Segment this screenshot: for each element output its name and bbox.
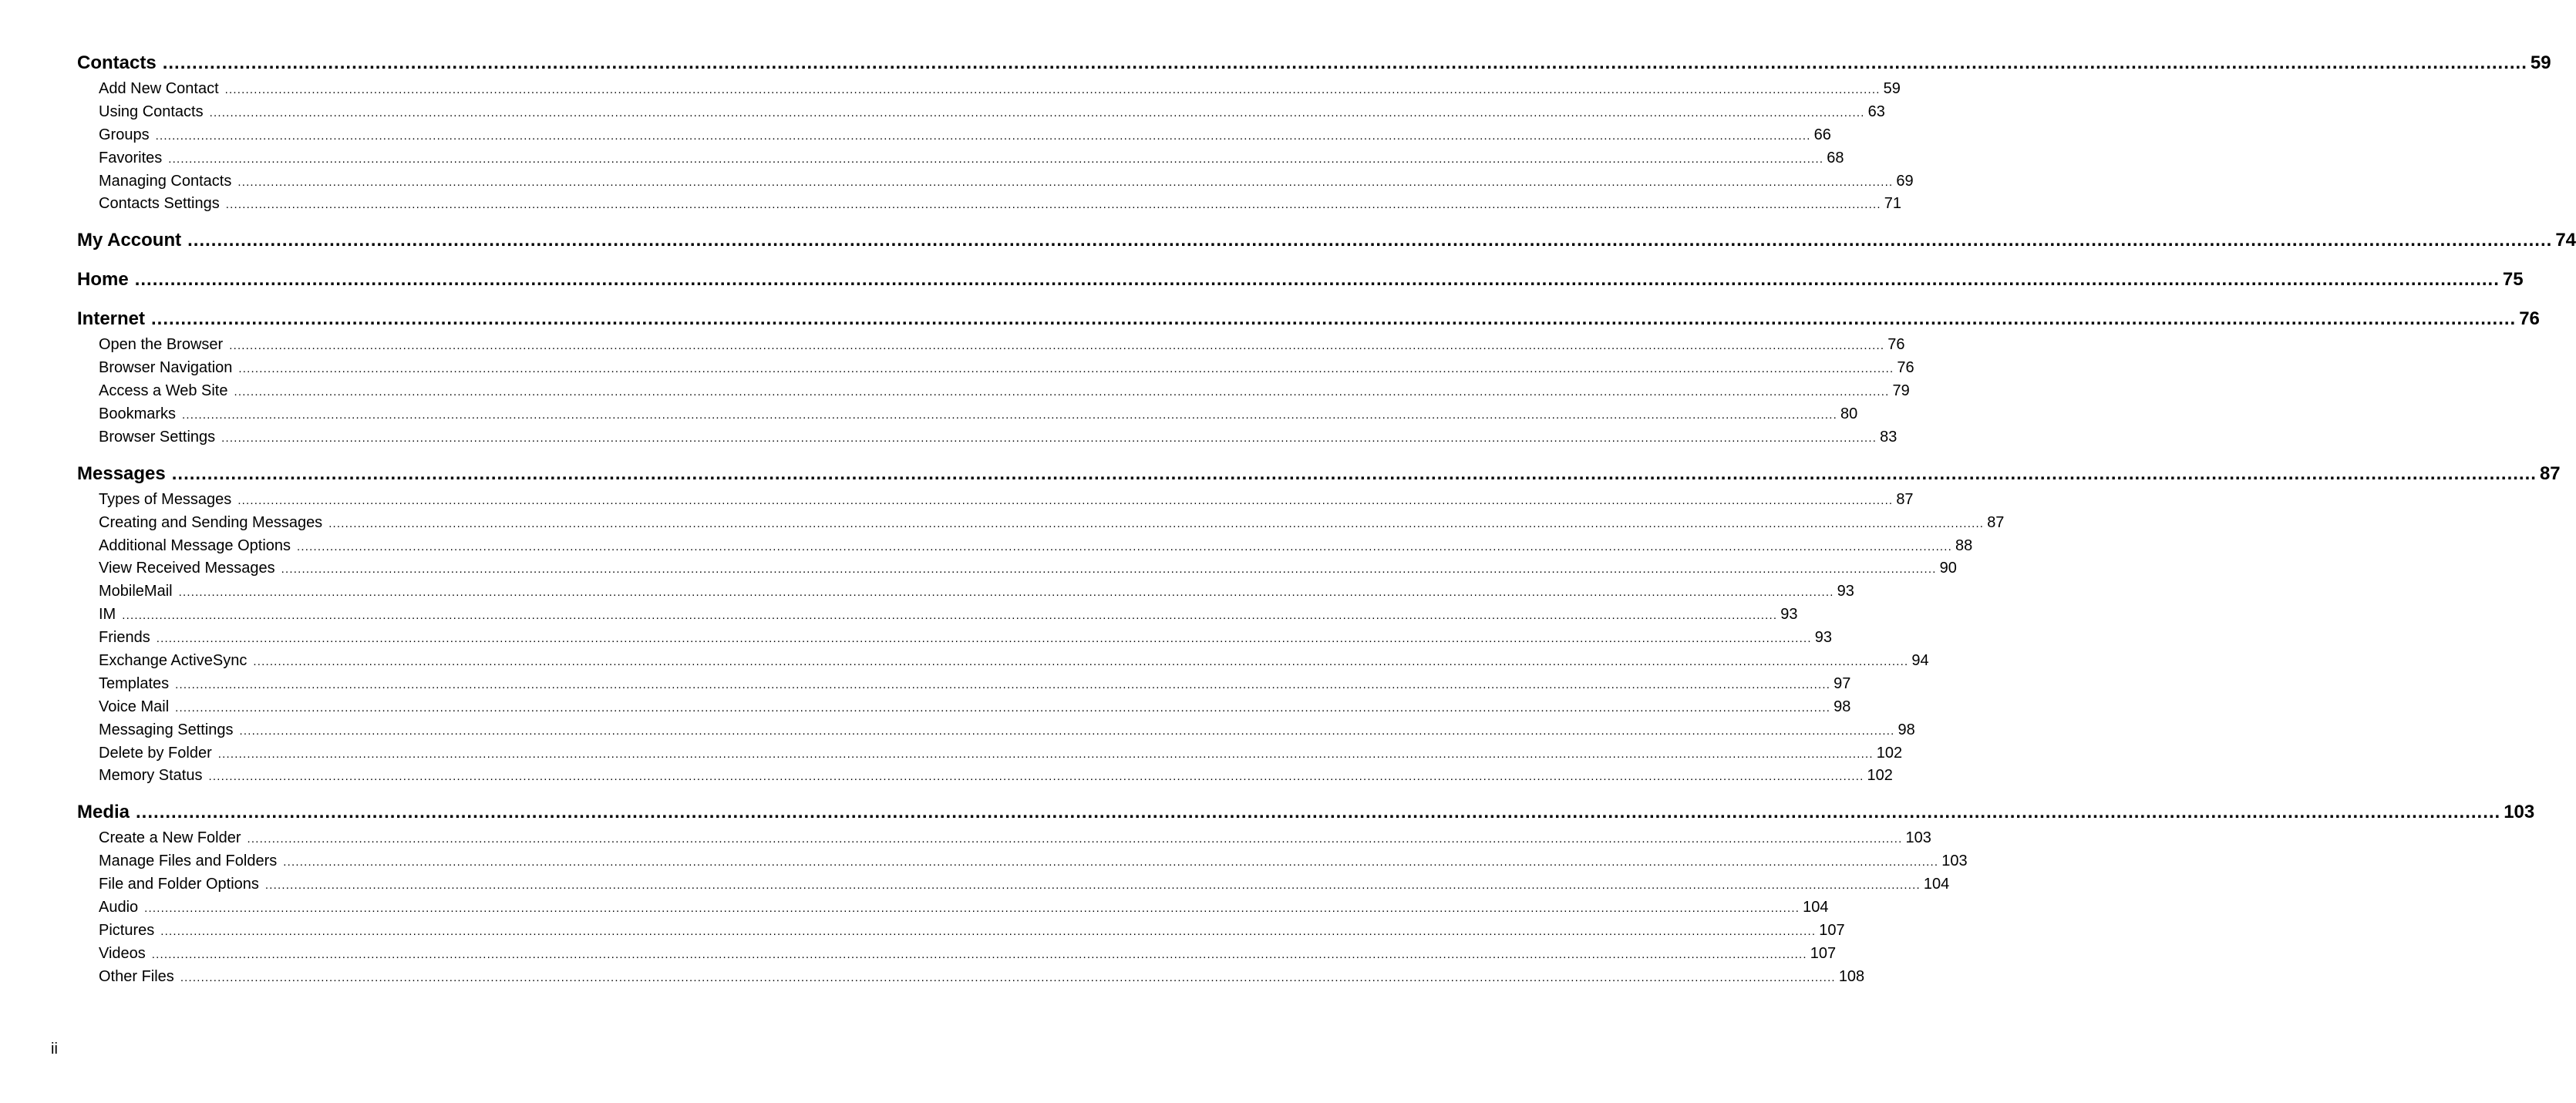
toc-entry[interactable] xyxy=(77,696,1851,719)
chapter-title: Media xyxy=(77,802,130,823)
page-ref: 107 xyxy=(1810,944,1837,962)
entry-title: Create a New Folder xyxy=(99,829,241,847)
entry-title: Additional Message Options xyxy=(99,536,291,554)
page-ref: 98 xyxy=(1834,698,1851,715)
chapter-title: My Account xyxy=(77,230,182,251)
toc-entry[interactable] xyxy=(77,170,1914,193)
toc-entry[interactable] xyxy=(77,512,2005,535)
page-ref: 79 xyxy=(1892,382,1910,400)
table-of-contents xyxy=(77,48,2576,998)
dot-leader: ................................................................................................................................................................................................................................................................................................................................................................................................................ xyxy=(155,129,1811,143)
dot-leader: ................................................................................................................................................................................................................................................................................................................................................................................................................ xyxy=(229,339,1885,353)
toc-entry[interactable] xyxy=(77,943,1837,966)
toc-chapter[interactable] xyxy=(77,225,2576,255)
page-ref: 94 xyxy=(1911,652,1929,670)
chapter-title: Contacts xyxy=(77,52,157,73)
page-ref: 74 xyxy=(2555,230,2576,251)
toc-entry[interactable] xyxy=(77,535,1973,558)
toc-entry[interactable] xyxy=(77,719,1915,742)
dot-leader: ................................................................................................................................................................................................................................................................................................................................................................................................................ xyxy=(217,747,1874,761)
toc-section xyxy=(77,264,2524,294)
entry-title: Bookmarks xyxy=(99,405,177,423)
toc-entry[interactable] xyxy=(77,627,1832,650)
dot-leader: ................................................................................................................................................................................................................................................................................................................................................................................................................ xyxy=(136,802,2501,823)
page-ref: 69 xyxy=(1896,172,1914,190)
entry-title: View Received Messages xyxy=(99,560,275,577)
dot-leader: ................................................................................................................................................................................................................................................................................................................................................................................................................ xyxy=(175,701,1831,715)
dot-leader: ................................................................................................................................................................................................................................................................................................................................................................................................................ xyxy=(238,362,1894,376)
page-ref: 104 xyxy=(1923,876,1950,893)
dot-leader: ................................................................................................................................................................................................................................................................................................................................................................................................................ xyxy=(234,385,1890,399)
dot-leader: ................................................................................................................................................................................................................................................................................................................................................................................................................ xyxy=(180,970,1836,984)
toc-chapter[interactable] xyxy=(77,264,2524,294)
toc-entry[interactable] xyxy=(77,580,1854,604)
entry-title: Managing Contacts xyxy=(99,172,232,190)
page-ref: 83 xyxy=(1880,428,1897,446)
entry-title: Favorites xyxy=(99,149,163,166)
toc-entry[interactable] xyxy=(77,426,1897,449)
toc-section xyxy=(77,459,2561,789)
toc-entry[interactable] xyxy=(77,489,1914,512)
entry-title: Pictures xyxy=(99,921,155,939)
page-ref: 80 xyxy=(1840,405,1858,423)
entry-title: MobileMail xyxy=(99,583,173,600)
dot-leader: ................................................................................................................................................................................................................................................................................................................................................................................................................ xyxy=(175,678,1831,691)
entry-title: Manage Files and Folders xyxy=(99,852,278,870)
entry-title: Memory Status xyxy=(99,767,203,785)
page-ref: 63 xyxy=(1867,103,1885,120)
toc-entry[interactable] xyxy=(77,650,1929,673)
toc-chapter[interactable] xyxy=(77,459,2561,489)
dot-leader: ................................................................................................................................................................................................................................................................................................................................................................................................................ xyxy=(151,308,2517,330)
entry-title: Templates xyxy=(99,674,170,692)
toc-entry[interactable] xyxy=(77,193,1901,216)
toc-entry[interactable] xyxy=(77,124,1831,147)
dot-leader: ................................................................................................................................................................................................................................................................................................................................................................................................................ xyxy=(237,493,1894,507)
entry-title: Creating and Sending Messages xyxy=(99,513,323,531)
dot-leader: ................................................................................................................................................................................................................................................................................................................................................................................................................ xyxy=(151,947,1807,961)
page-ref: 103 xyxy=(1941,852,1968,870)
dot-leader: ................................................................................................................................................................................................................................................................................................................................................................................................................ xyxy=(162,52,2527,73)
entry-title: Add New Contact xyxy=(99,80,219,97)
dot-leader: ................................................................................................................................................................................................................................................................................................................................................................................................................ xyxy=(264,879,1921,893)
dot-leader: ................................................................................................................................................................................................................................................................................................................................................................................................................ xyxy=(281,563,1937,577)
page-ref: 87 xyxy=(1987,513,2005,531)
toc-entry[interactable] xyxy=(77,147,1844,170)
toc-entry[interactable] xyxy=(77,742,1903,765)
page-ref: 59 xyxy=(1883,80,1901,97)
toc-entry[interactable] xyxy=(77,850,1968,873)
entry-title: Contacts Settings xyxy=(99,195,220,213)
dot-leader: ................................................................................................................................................................................................................................................................................................................................................................................................................ xyxy=(253,655,1909,669)
toc-entry[interactable] xyxy=(77,896,1829,920)
entry-title: Other Files xyxy=(99,967,174,985)
toc-section xyxy=(77,797,2535,988)
dot-leader: ................................................................................................................................................................................................................................................................................................................................................................................................................ xyxy=(224,83,1881,96)
page-ref: 90 xyxy=(1939,560,1957,577)
toc-entry[interactable] xyxy=(77,101,1885,124)
toc-entry[interactable] xyxy=(77,403,1858,426)
dot-leader: ................................................................................................................................................................................................................................................................................................................................................................................................................ xyxy=(182,409,1838,422)
dot-leader: ................................................................................................................................................................................................................................................................................................................................................................................................................ xyxy=(283,856,1939,869)
entry-title: Delete by Folder xyxy=(99,744,212,762)
toc-section xyxy=(77,304,2540,449)
toc-entry[interactable] xyxy=(77,557,1957,580)
page-ref: 103 xyxy=(1905,829,1931,847)
toc-section xyxy=(77,48,2551,216)
page-ref: 97 xyxy=(1834,674,1851,692)
entry-title: Videos xyxy=(99,944,146,962)
dot-leader: ................................................................................................................................................................................................................................................................................................................................................................................................................ xyxy=(297,540,1953,553)
chapter-title: Internet xyxy=(77,308,146,330)
entry-title: Exchange ActiveSync xyxy=(99,652,247,670)
dot-leader: ................................................................................................................................................................................................................................................................................................................................................................................................................ xyxy=(225,198,1881,212)
toc-entry[interactable] xyxy=(77,827,1931,850)
dot-leader: ................................................................................................................................................................................................................................................................................................................................................................................................................ xyxy=(156,632,1812,646)
dot-leader: ................................................................................................................................................................................................................................................................................................................................................................................................................ xyxy=(122,609,1778,623)
dot-leader: ................................................................................................................................................................................................................................................................................................................................................................................................................ xyxy=(221,431,1877,445)
dot-leader: ................................................................................................................................................................................................................................................................................................................................................................................................................ xyxy=(160,924,1817,938)
page-ref: 103 xyxy=(2504,802,2535,823)
page-ref: 66 xyxy=(1813,126,1831,143)
page-ref: 71 xyxy=(1884,195,1901,213)
page-ref: 87 xyxy=(1896,490,1914,508)
page-ref: 75 xyxy=(2502,269,2524,291)
page-ref: 87 xyxy=(2539,462,2561,484)
page-ref: 93 xyxy=(1837,583,1854,600)
entry-title: Access a Web Site xyxy=(99,382,228,400)
toc-entry[interactable] xyxy=(77,920,1845,943)
chapter-title: Home xyxy=(77,269,129,291)
dot-leader: ................................................................................................................................................................................................................................................................................................................................................................................................................ xyxy=(171,462,2537,484)
page-ref: 59 xyxy=(2530,52,2551,73)
toc-section xyxy=(77,225,2576,255)
entry-title: Friends xyxy=(99,629,150,647)
dot-leader: ................................................................................................................................................................................................................................................................................................................................................................................................................ xyxy=(239,724,1895,738)
toc-entry[interactable] xyxy=(77,873,1950,896)
toc-entry[interactable] xyxy=(77,604,1798,627)
dot-leader: ................................................................................................................................................................................................................................................................................................................................................................................................................ xyxy=(134,269,2500,291)
dot-leader: ................................................................................................................................................................................................................................................................................................................................................................................................................ xyxy=(247,832,1903,846)
entry-title: Messaging Settings xyxy=(99,721,234,738)
entry-title: IM xyxy=(99,606,116,624)
entry-title: Groups xyxy=(99,126,150,143)
dot-leader: ................................................................................................................................................................................................................................................................................................................................................................................................................ xyxy=(168,152,1824,166)
toc-entry[interactable] xyxy=(77,334,1905,357)
page-ref: 102 xyxy=(1867,767,1893,785)
page-ref: 93 xyxy=(1780,606,1798,624)
dot-leader: ................................................................................................................................................................................................................................................................................................................................................................................................................ xyxy=(178,586,1834,600)
toc-chapter[interactable] xyxy=(77,48,2551,78)
entry-title: Voice Mail xyxy=(99,698,170,715)
dot-leader: ................................................................................................................................................................................................................................................................................................................................................................................................................ xyxy=(209,106,1865,119)
page-ref: 107 xyxy=(1819,921,1845,939)
page-ref: 76 xyxy=(1887,336,1905,354)
dot-leader: ................................................................................................................................................................................................................................................................................................................................................................................................................ xyxy=(208,770,1864,784)
dot-leader: ................................................................................................................................................................................................................................................................................................................................................................................................................ xyxy=(144,902,1800,916)
page-ref: 98 xyxy=(1897,721,1915,738)
entry-title: Open the Browser xyxy=(99,336,224,354)
page-ref: 68 xyxy=(1827,149,1844,166)
toc-entry[interactable] xyxy=(77,78,1901,101)
toc-entry[interactable] xyxy=(77,673,1851,696)
toc-chapter[interactable] xyxy=(77,304,2540,334)
page-ref: 88 xyxy=(1955,536,1973,554)
toc-entry[interactable] xyxy=(77,357,1914,380)
entry-title: Audio xyxy=(99,899,139,916)
dot-leader: ................................................................................................................................................................................................................................................................................................................................................................................................................ xyxy=(328,516,1985,530)
entry-title: Types of Messages xyxy=(99,490,232,508)
entry-title: Using Contacts xyxy=(99,103,204,120)
page-ref: 76 xyxy=(2519,308,2540,330)
page-ref: 108 xyxy=(1838,967,1865,985)
toc-chapter[interactable] xyxy=(77,797,2535,827)
page-ref: 76 xyxy=(1897,359,1914,377)
toc-entry[interactable] xyxy=(77,765,1893,788)
dot-leader: ................................................................................................................................................................................................................................................................................................................................................................................................................ xyxy=(237,175,1894,189)
page-number: ii xyxy=(51,1041,58,1058)
toc-entry[interactable] xyxy=(77,380,1910,403)
dot-leader: ................................................................................................................................................................................................................................................................................................................................................................................................................ xyxy=(187,230,2553,251)
page-ref: 102 xyxy=(1876,744,1903,762)
entry-title: Browser Navigation xyxy=(99,359,233,377)
entry-title: Browser Settings xyxy=(99,428,216,446)
page-ref: 93 xyxy=(1814,629,1832,647)
entry-title: File and Folder Options xyxy=(99,876,259,893)
chapter-title: Messages xyxy=(77,462,166,484)
toc-entry[interactable] xyxy=(77,966,1865,989)
page-ref: 104 xyxy=(1803,899,1829,916)
